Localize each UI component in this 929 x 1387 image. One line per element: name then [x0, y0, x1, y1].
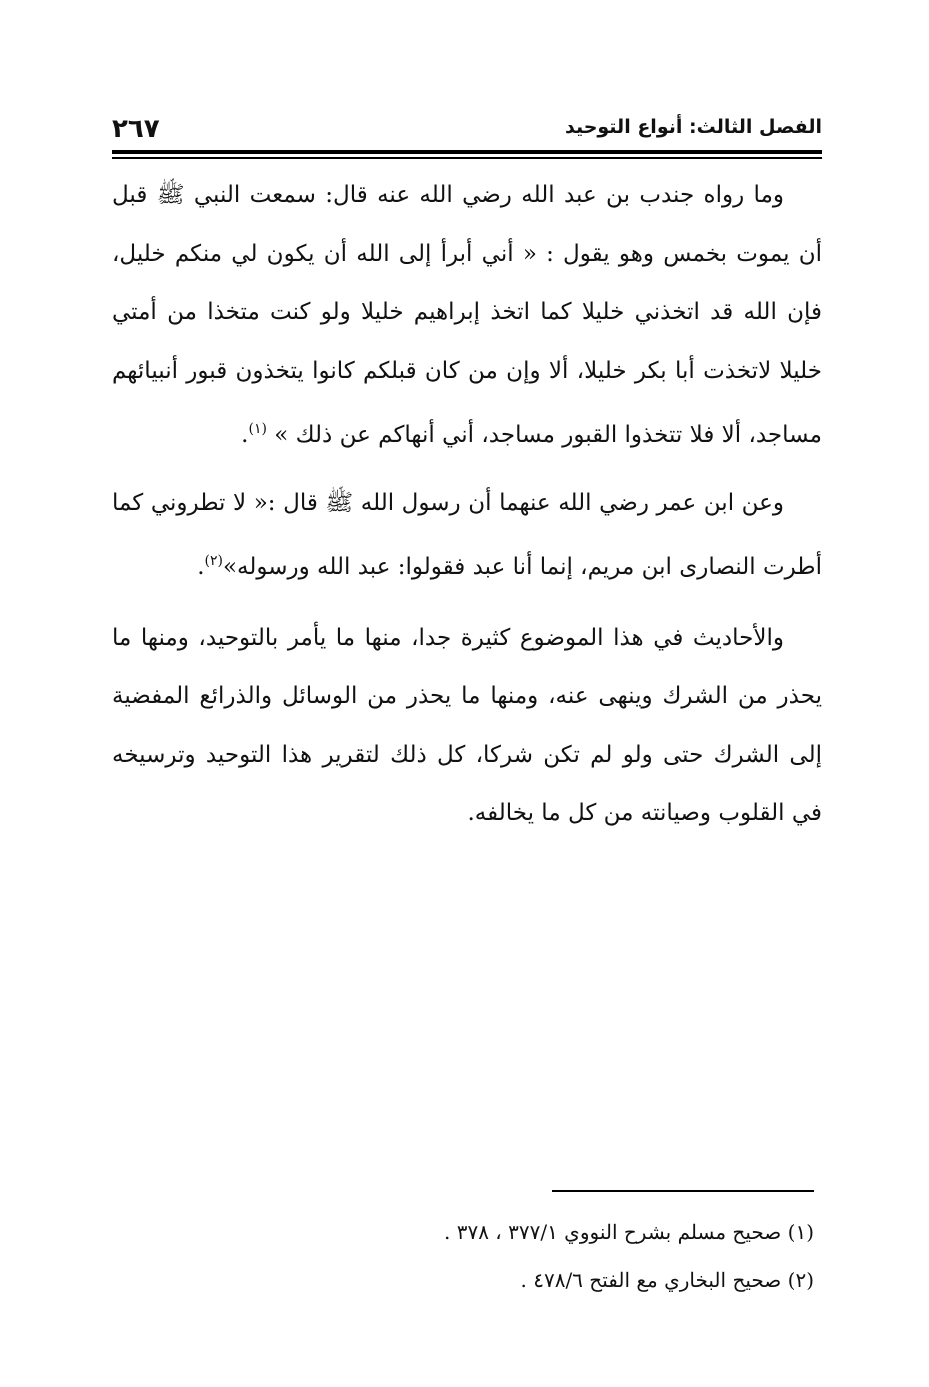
paragraph-ibn-umar-hadith: [112, 474, 822, 597]
header-rule-thick: [112, 150, 822, 154]
footnote-ref-1: (١): [248, 421, 267, 437]
page-number: ٢٦٧: [112, 114, 160, 144]
paragraph-end: .: [197, 554, 205, 580]
paragraph-jundub-hadith: [112, 166, 822, 465]
header-rule-thin: [112, 157, 822, 159]
footnote-1: (١) صحيح مسلم بشرح النووي ٣٧٧/١ ، ٣٧٨ .: [443, 1220, 814, 1244]
paragraph-end: .: [241, 422, 249, 448]
page-header: [112, 112, 822, 148]
main-text: [112, 166, 822, 843]
footnote-separator: [552, 1190, 814, 1192]
footnote-ref-2: (٢): [204, 553, 223, 569]
paragraph-text: والأحاديث في هذا الموضوع كثيرة جدا، منها ما يأمر بالتوحيد، ومنها ما يحذر من الشرك وينهى عنه، ومنها ما يحذر من الوسائل والذرائع المفضية إلى الشرك حتى ولو لم تكن شركا، كل ذلك لتقرير هذا التوحيد وترسيخه في القلوب وصيانته من كل ما يخالفه.: [112, 624, 822, 826]
paragraph-text: وعن ابن عمر رضي الله عنهما أن رسول الله ﷺ قال :« لا تطروني كما أطرت النصارى ابن مريم، إنما أنا عبد فقولوا: عبد الله ورسوله»: [112, 489, 822, 580]
paragraph-text: وما رواه جندب بن عبد الله رضي الله عنه قال: سمعت النبي ﷺ قبل أن يموت بخمس وهو يقول : « أني أبرأ إلى الله أن يكون لي منكم خليل، فإن الله قد اتخذني خليلا كما اتخذ إبراهيم خليلا ولو كنت متخذا من أمتي خليلا لاتخذت أبا بكر خليلا، ألا وإن من كان قبلكم كانوا يتخذون قبور أنبيائهم مساجد، ألا فلا تتخذوا القبور مساجد، أني أنهاكم عن ذلك »: [112, 182, 822, 448]
chapter-title: الفصل الثالث: أنواع التوحيد: [564, 116, 822, 138]
footnote-2: (٢) صحيح البخاري مع الفتح ٤٧٨/٦ .: [520, 1268, 814, 1292]
paragraph-ahadith-summary: [112, 609, 822, 843]
footnotes: [300, 1208, 814, 1304]
